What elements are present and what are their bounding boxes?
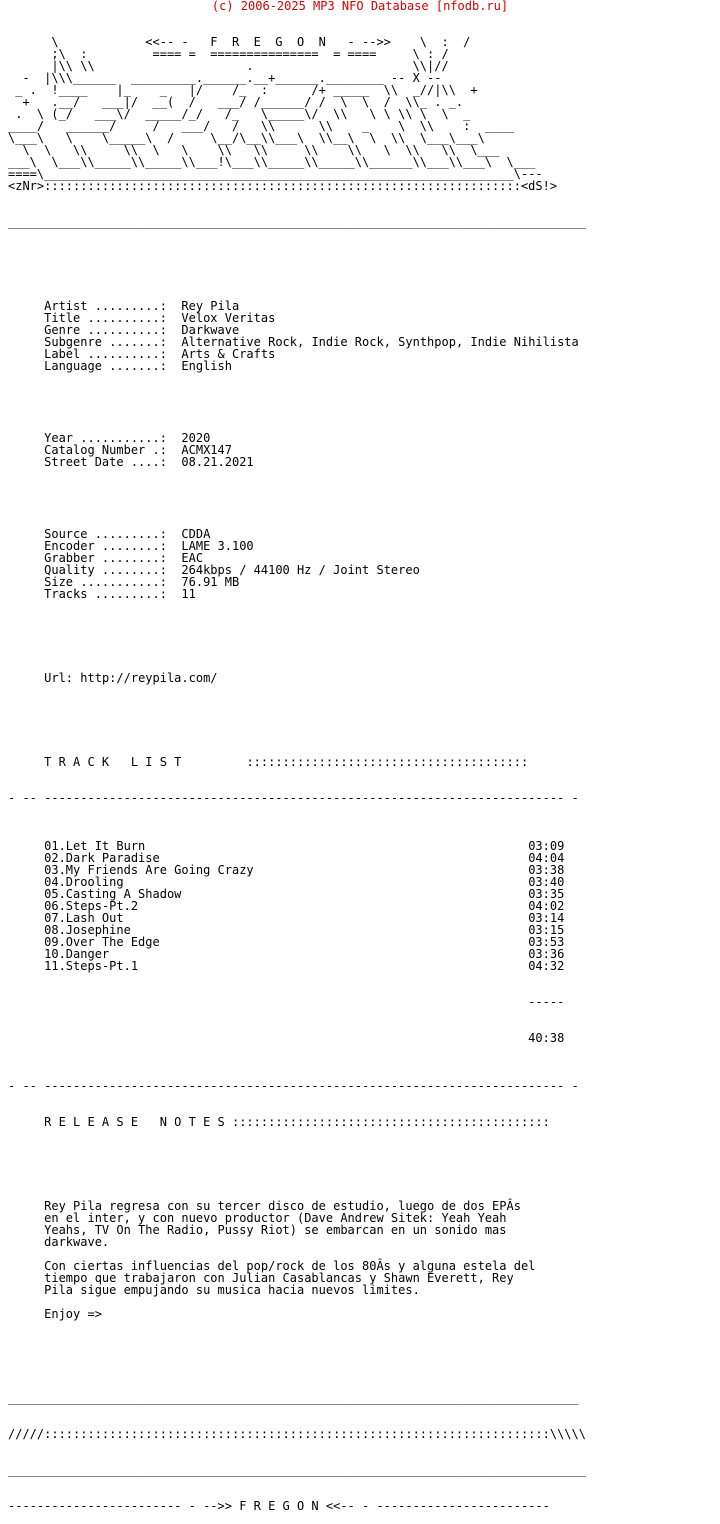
track-list [8, 840, 586, 972]
ascii-art-line: |\\ \\ . \\|// [8, 59, 449, 73]
tracklist-header [8, 756, 586, 768]
notes-text: Yeahs, TV On The Radio, Pussy Riot) se embarcan en un sonido mas [44, 1223, 507, 1237]
nfodb-credit: (c) 2006-2025 MP3 NFO Database [nfodb.ru] [211, 0, 509, 13]
ascii-art-line: ___\ \___\\_____\\_____\\___!\___\\_____\\_____\\______\\___\\___\ \___ [8, 155, 536, 169]
track-title: 09.Over The Edge [44, 935, 160, 949]
ascii-art-line: ====\_________________________________________________________________\--- [8, 167, 543, 181]
info-row [8, 360, 586, 372]
info-row [8, 456, 586, 468]
info-value: LAME 3.100 [181, 539, 254, 553]
info-label: Grabber ........: [44, 551, 167, 565]
info-value: EAC [181, 551, 204, 565]
notes-heading: R E L E A S E N O T E S [44, 1115, 225, 1129]
track-duration: 04:04 [528, 851, 565, 865]
track-duration: 03:15 [528, 923, 565, 937]
ascii-art-line: _ . !____ |_ _ |/ /_ : /+ _____ \\ _//|\\ + [8, 83, 478, 97]
track-title: 11.Steps-Pt.1 [44, 959, 139, 973]
info-value: Rey Pila [181, 299, 240, 313]
info-label: Artist .........: [44, 299, 167, 313]
encoding-info-block [8, 528, 586, 600]
total-time-line [8, 1032, 586, 1044]
info-value: English [181, 359, 232, 373]
info-label: Size ...........: [44, 575, 167, 589]
track-title: 01.Let It Burn [44, 839, 146, 853]
nfo-document [8, 12, 586, 1524]
track-row [8, 960, 586, 972]
rule-dash-tracklist: - -- ------------------------------------------------------------------------ - [8, 791, 579, 805]
track-title: 06.Steps-Pt.2 [44, 899, 139, 913]
info-label: Quality ........: [44, 563, 167, 577]
info-label: Year ...........: [44, 431, 167, 445]
track-duration: 03:09 [528, 839, 565, 853]
info-label: Encoder ........: [44, 539, 167, 553]
info-label: Source .........: [44, 527, 167, 541]
ascii-art-line: ____/ ______/ / ___/ / \\ \\ _ \ \\ : ____ [8, 119, 514, 133]
info-value: 08.21.2021 [181, 455, 254, 469]
info-label: Catalog Number .: [44, 443, 167, 457]
track-title: 07.Lash Out [44, 911, 124, 925]
footer-fregon-line: ------------------------ - -->> F R E G O N <<-- - ------------------------ [8, 1499, 550, 1513]
track-duration: 04:32 [528, 959, 565, 973]
info-value: Darkwave [181, 323, 240, 337]
info-value: 2020 [181, 431, 211, 445]
track-title: 05.Casting A Shadow [44, 887, 182, 901]
notes-text: en el inter, y con nuevo productor (Dave Andrew Sitek: Yeah Yeah [44, 1211, 507, 1225]
ascii-header-art [8, 36, 586, 192]
track-title: 02.Dark Paradise [44, 851, 160, 865]
notes-text: Con ciertas influencias del pop/rock de los 80Âs y alguna estela del [44, 1259, 536, 1273]
info-value: Arts & Crafts [181, 347, 276, 361]
info-value: ACMX147 [181, 443, 232, 457]
ascii-art-line: \ <<-- - F R E G O N - -->> \ : / [8, 35, 471, 49]
track-duration: 04:02 [528, 899, 565, 913]
total-rule-line [8, 996, 586, 1008]
tracklist-heading: T R A C K L I S T [44, 755, 182, 769]
info-label: Genre ..........: [44, 323, 167, 337]
notes-line [8, 1308, 586, 1320]
rule-dash-notes: - -- ------------------------------------------------------------------------ - [8, 1079, 579, 1093]
footer-rule-top: _______________________________________________________________________________ [8, 1391, 579, 1405]
track-title: 03.My Friends Are Going Crazy [44, 863, 254, 877]
url-line [8, 672, 586, 684]
notes-text: Pila sigue empujando su musica hacia nuevos limites. [44, 1283, 420, 1297]
ascii-art-line: . \ (_/ ___\/ _____/_/ /_ \_____\/ \\ \ \ \\ \ \ _ [8, 107, 471, 121]
notes-text: tiempo que trabajaron con Julian Casablancas y Shawn Everett, Rey [44, 1271, 514, 1285]
url-label: Url: [44, 671, 74, 685]
notes-text: Enjoy => [44, 1307, 102, 1321]
info-value: Velox Veritas [181, 311, 276, 325]
notes-dots: :::::::::::::::::::::::::::::::::::::::::::: [231, 1115, 550, 1129]
info-row [8, 588, 586, 600]
notes-header [8, 1116, 586, 1128]
track-title: 04.Drooling [44, 875, 124, 889]
track-duration: 03:53 [528, 935, 565, 949]
ascii-art-line: - |\\\______ _________.______.__+______.________ -- X -- [8, 71, 442, 85]
track-duration: 03:35 [528, 887, 565, 901]
track-duration: 03:40 [528, 875, 565, 889]
website-link[interactable]: http://reypila.com/ [80, 671, 218, 685]
ascii-art-line: \___\ \ \_____\ / \__/\__\\___\ \\__\ \ \\ \___\___\ [8, 131, 485, 145]
info-value: 11 [181, 587, 196, 601]
track-title: 08.Josephine [44, 923, 131, 937]
total-rule: ----- [528, 995, 565, 1009]
track-duration: 03:36 [528, 947, 565, 961]
ascii-art-line: ;\ : ==== = =============== = ==== \ : / [8, 47, 449, 61]
info-value: Alternative Rock, Indie Rock, Synthpop, Indie Nihilista [181, 335, 579, 349]
info-value: CDDA [181, 527, 211, 541]
track-title: 10.Danger [44, 947, 110, 961]
info-label: Label ..........: [44, 347, 167, 361]
info-label: Language .......: [44, 359, 167, 373]
notes-text: darkwave. [44, 1235, 110, 1249]
footer-rule-mid: ________________________________________________________________________________ [8, 1463, 586, 1477]
info-label: Title ..........: [44, 311, 167, 325]
tracklist-dots: ::::::::::::::::::::::::::::::::::::::: [246, 755, 529, 769]
release-notes [8, 1200, 586, 1320]
info-label: Tracks .........: [44, 587, 167, 601]
ascii-art-line: + .__/ ___|/ __( / ___/ /______/ / \ \ / \\_ . _. [8, 95, 464, 109]
info-value: 264kbps / 44100 Hz / Joint Stereo [181, 563, 420, 577]
notes-line [8, 1236, 586, 1248]
rule-full-top: ________________________________________________________________________________ [8, 215, 586, 229]
footer-colons: /////::::::::::::::::::::::::::::::::::::::::::::::::::::::::::::::::::::::\\\\\ [8, 1427, 586, 1441]
ascii-art-line: <zNr>::::::::::::::::::::::::::::::::::::::::::::::::::::::::::::::::::<dS!> [8, 179, 558, 193]
total-time: 40:38 [528, 1031, 565, 1045]
release-date-block [8, 432, 586, 468]
ascii-art-line: \ \ \\ \\ \ \ \\ \\ \\ \\ \ \\ \\ \___ [8, 143, 500, 157]
info-label: Subgenre .......: [44, 335, 167, 349]
release-info-block [8, 300, 586, 372]
track-duration: 03:38 [528, 863, 565, 877]
track-duration: 03:14 [528, 911, 565, 925]
notes-line [8, 1284, 586, 1296]
info-label: Street Date ....: [44, 455, 167, 469]
notes-text: Rey Pila regresa con su tercer disco de estudio, luego de dos EPÂs [44, 1199, 521, 1213]
info-value: 76.91 MB [181, 575, 240, 589]
